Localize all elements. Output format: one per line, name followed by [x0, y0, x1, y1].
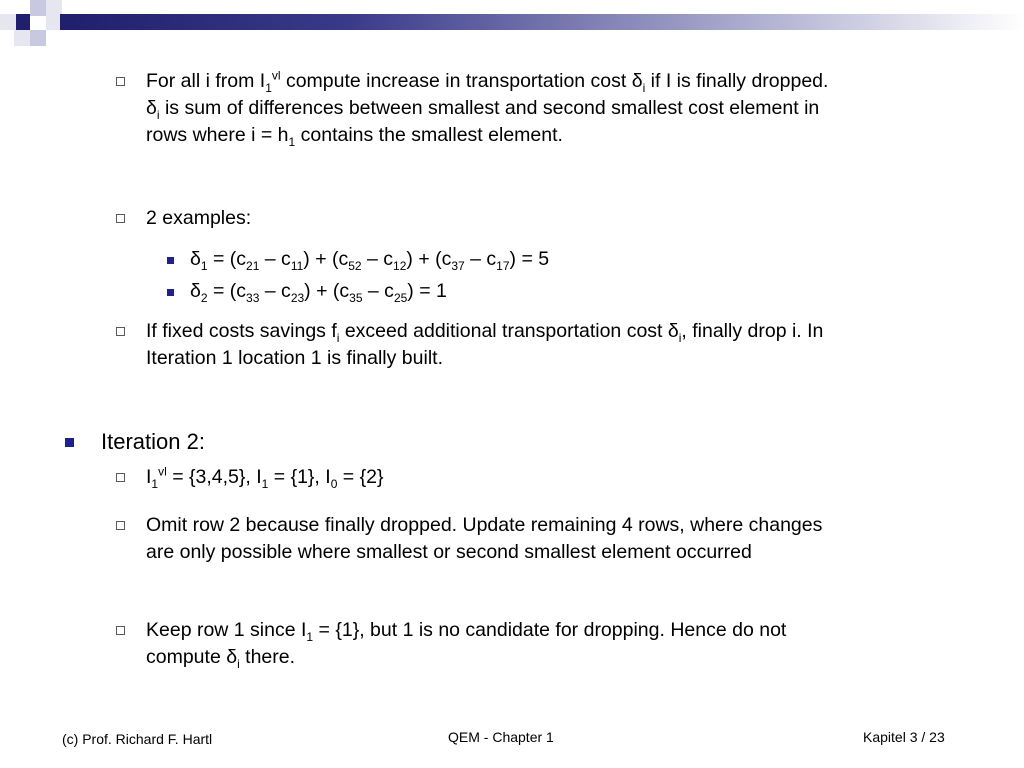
hollow-bullet-icon: [116, 473, 125, 482]
example-2: $\delta_2 = (c_{33} - c_{23}) + (c_{35} - c_{25}) = 1$: [190, 280, 447, 305]
hollow-bullet-icon: [116, 521, 125, 530]
hollow-bullet-icon: [116, 626, 125, 635]
header-square: [14, 14, 30, 30]
header-square: [14, 30, 30, 46]
header-square: [30, 0, 46, 16]
header-decoration: [0, 0, 1024, 48]
bullet-text-1b: $\delta_i$ is sum of differences between smallest and second smallest cost element in: [146, 97, 820, 122]
iteration-2-heading: Iteration 2:: [101, 429, 205, 454]
bullet-text-4: $I_1^{vl} = \{3,4,5\}$, $I_1 = \{1\}$, $I_0 = \{2\}$: [146, 464, 384, 491]
footer-chapter: QEM - Chapter 1: [448, 729, 554, 745]
square-bullet-icon: [167, 289, 174, 296]
hollow-bullet-icon: [116, 327, 125, 336]
footer-author: (c) Prof. Richard F. Hartl: [62, 731, 213, 747]
header-square: [0, 14, 16, 30]
bullet-text-1a: For all i from $I_1^{vl}$ compute increase in transportation cost $\delta_i$ if I is finally dropped.: [146, 68, 829, 95]
hollow-bullet-icon: [116, 77, 125, 86]
bullet-text-6a: Keep row 1 since $I_1 = \{1\}$, but 1 is no candidate for dropping. Hence do not: [146, 619, 787, 644]
bullet-text-6b: compute $\delta_i$ there.: [146, 646, 296, 671]
square-bullet-icon: [167, 257, 174, 264]
header-gradient-bar: [60, 14, 1024, 30]
main-bullet-icon: [65, 438, 74, 447]
bullet-text-5b: are only possible where smallest or second smallest element occurred: [146, 541, 752, 563]
hollow-bullet-icon: [116, 214, 125, 223]
bullet-text-2: 2 examples:: [146, 207, 252, 229]
example-1: $\delta_1 = (c_{21} - c_{11}) + (c_{52} - c_{12}) + (c_{37} - c_{17}) = 5$: [190, 248, 550, 273]
bullet-text-3b: Iteration 1 location 1 is finally built.: [146, 347, 443, 369]
header-square: [30, 30, 46, 46]
bullet-text-3a: If fixed costs savings $f_i$ exceed additional transportation cost $\delta_i$, finally drop i. In: [146, 320, 824, 345]
bullet-text-1c: rows where $i = h_1$ contains the smallest element.: [146, 124, 563, 149]
bullet-text-5a: Omit row 2 because finally dropped. Update remaining 4 rows, where changes: [146, 514, 823, 536]
footer-page-number: Kapitel 3 / 23: [863, 729, 945, 745]
